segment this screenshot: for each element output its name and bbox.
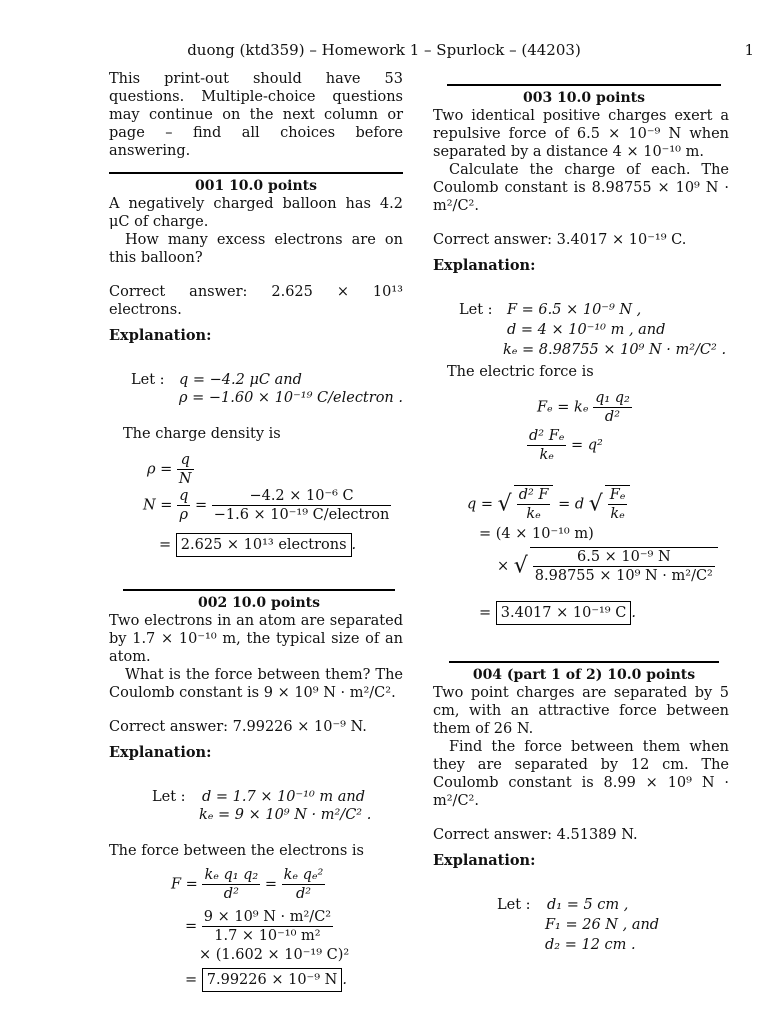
n-den-2: −1.6 × 10⁻¹⁹ C/electron [213,507,390,523]
f-eq: = [264,876,278,893]
fe-num: q₁ q₂ [595,390,630,406]
q-den-3: 8.98755 × 10⁹ N · m²/C² [534,568,713,584]
question-003-answer: Correct answer: 3.4017 × 10⁻¹⁹ C. [433,232,687,248]
question-004-text: Two point charges are separated by 5 cm, with an attractive force between them of 26 N. [433,685,729,737]
f-num-3: 9 × 10⁹ N · m²/C² [203,909,332,925]
f-den-3: 1.7 × 10⁻¹⁰ m² [214,928,321,944]
f-num-1: kₑ q₁ q₂ [204,867,259,883]
q-sqrt-3 [530,547,718,585]
question-004-prompt: Find the force between them when they are separated by 12 cm. The Coulomb constant is 8.99 × 10⁹ N · m²/C². [433,739,729,809]
question-002-explanation-label: Explanation: [109,744,212,761]
let-line-2: F₁ = 26 N , and [545,917,660,933]
q-num: d² F [518,487,549,503]
fe-lhs: Fₑ = kₑ [537,399,589,416]
q-lhs: q = [467,496,494,513]
question-002-heading: 002 10.0 points [123,589,395,612]
d2-fraction [527,427,566,464]
q-den-2: kₑ [610,506,625,522]
rho-den: N [178,471,192,487]
question-002-text: Two electrons in an atom are separated by 1.7 × 10⁻¹⁰ m, the typical size of an atom. [109,613,403,665]
question-003-explanation-label: Explanation: [433,257,536,274]
let-line-1: q = −4.2 μC and [179,372,302,388]
let-line-2: d = 4 × 10⁻¹⁰ m , and [507,322,666,338]
result-dot: . [631,605,636,621]
sqrt-icon: √ [497,491,512,517]
question-002-let-block [109,788,403,842]
page-header [0,41,768,61]
question-003-boxed-result: 3.4017 × 10⁻¹⁹ C [496,601,632,625]
let-label: Let : [131,372,165,388]
let-line-1: d₁ = 5 cm , [547,897,629,913]
rho-lhs: ρ = [147,461,173,478]
result-eq: = [185,972,198,988]
q-den: kₑ [526,506,541,522]
question-001-heading: 001 10.0 points [109,172,403,195]
f-den-2: d² [295,886,312,902]
q-line-2: = (4 × 10⁻¹⁰ m) [479,526,594,542]
n-fraction-1 [177,487,190,524]
question-004-heading: 004 (part 1 of 2) 10.0 points [449,661,719,684]
question-002-boxed-result: 7.99226 × 10⁻⁹ N [202,968,343,992]
page-number: 1 [744,41,754,59]
document-title: duong (ktd359) – Homework 1 – Spurlock – (44203) [187,41,581,59]
question-001-explanation-label: Explanation: [109,327,212,344]
f-times: × (1.602 × 10⁻¹⁹ C)² [199,947,350,963]
f-fraction-1 [202,866,260,903]
charge-density-text: The charge density is [123,426,281,442]
let-line-1: F = 6.5 × 10⁻⁹ N , [507,302,642,318]
d2-rhs: = q² [571,437,603,454]
d2-den: kₑ [539,447,554,463]
d2-num: d² Fₑ [529,428,565,444]
question-004-let-block [433,896,729,960]
let-label: Let : [459,302,493,318]
question-001-let-block [109,371,403,441]
let-line-3: d₂ = 12 cm . [545,937,636,953]
sqrt-icon: √ [513,553,528,579]
question-003-prompt: Calculate the charge of each. The Coulomb constant is 8.98755 × 10⁹ N · m²/C². [433,162,729,214]
question-003-equations [433,389,729,639]
question-002-prompt: What is the force between them? The Coulomb constant is 9 × 10⁹ N · m²/C². [109,667,403,701]
f-den-1: d² [223,886,239,902]
question-001-equations [109,449,403,567]
result-dot: . [351,537,357,553]
let-line-3: kₑ = 8.98755 × 10⁹ N · m²/C² . [503,342,727,358]
n-eq: = [194,497,208,514]
sqrt-icon: √ [588,491,603,517]
question-003-heading: 003 10.0 points [447,84,721,107]
let-line-2: ρ = −1.60 × 10⁻¹⁹ C/electron . [179,390,403,406]
q-num-2: Fₑ [609,487,626,503]
question-001-boxed-result: 2.625 × 10¹³ electrons [176,533,352,557]
left-column [109,70,403,996]
question-001-prompt: How many excess electrons are on this balloon? [109,232,403,266]
question-002-equations [109,866,403,996]
q-sqrt-2 [605,485,631,523]
question-002-answer: Correct answer: 7.99226 × 10⁻⁹ N. [109,719,367,735]
f-fraction-2 [282,866,326,903]
q-times: × [497,558,510,575]
let-label: Let : [152,789,186,805]
f-fraction-3 [202,908,333,945]
n-num: q [179,488,189,504]
let-line-2: kₑ = 9 × 10⁹ N · m²/C² . [199,807,372,823]
rho-fraction [177,451,194,488]
question-003-text: Two identical positive charges exert a repulsive force of 6.5 × 10⁻⁹ N when separated by a distance 4 × 10⁻¹⁰ m. [433,108,729,160]
n-den: ρ [179,507,188,523]
let-line-1: d = 1.7 × 10⁻¹⁰ m and [202,789,366,805]
result-eq: = [159,537,172,553]
right-column [433,70,729,960]
q-mid: = d [558,496,585,513]
fe-den: d² [604,409,621,425]
f-eq-2: = [185,918,198,935]
question-004-answer: Correct answer: 4.51389 N. [433,827,638,843]
question-001-answer: Correct answer: 2.625 × 10¹³ electrons. [109,284,403,318]
result-eq: = [479,605,492,621]
force-text: The force between the electrons is [109,843,364,859]
n-num-2: −4.2 × 10⁻⁶ C [212,487,392,506]
n-lhs: N = [143,497,173,514]
f-num-2: kₑ qₑ² [283,867,324,883]
question-003-let-block [433,301,729,363]
n-fraction-2 [212,487,392,524]
rho-num: q [177,451,194,470]
fe-fraction [593,389,632,426]
f-lhs: F = [171,876,198,893]
question-001-text: A negatively charged balloon has 4.2 μC of charge. [109,196,403,230]
electric-force-text: The electric force is [447,364,594,380]
q-num-3: 6.5 × 10⁻⁹ N [533,548,715,567]
q-sqrt-1 [514,485,554,523]
result-dot: . [342,972,347,988]
question-004-explanation-label: Explanation: [433,852,536,869]
intro-text: This print-out should have 53 questions. Multiple-choice questions may continue on the next column or page – find all choices before answering. [109,71,403,159]
let-label: Let : [497,897,531,913]
